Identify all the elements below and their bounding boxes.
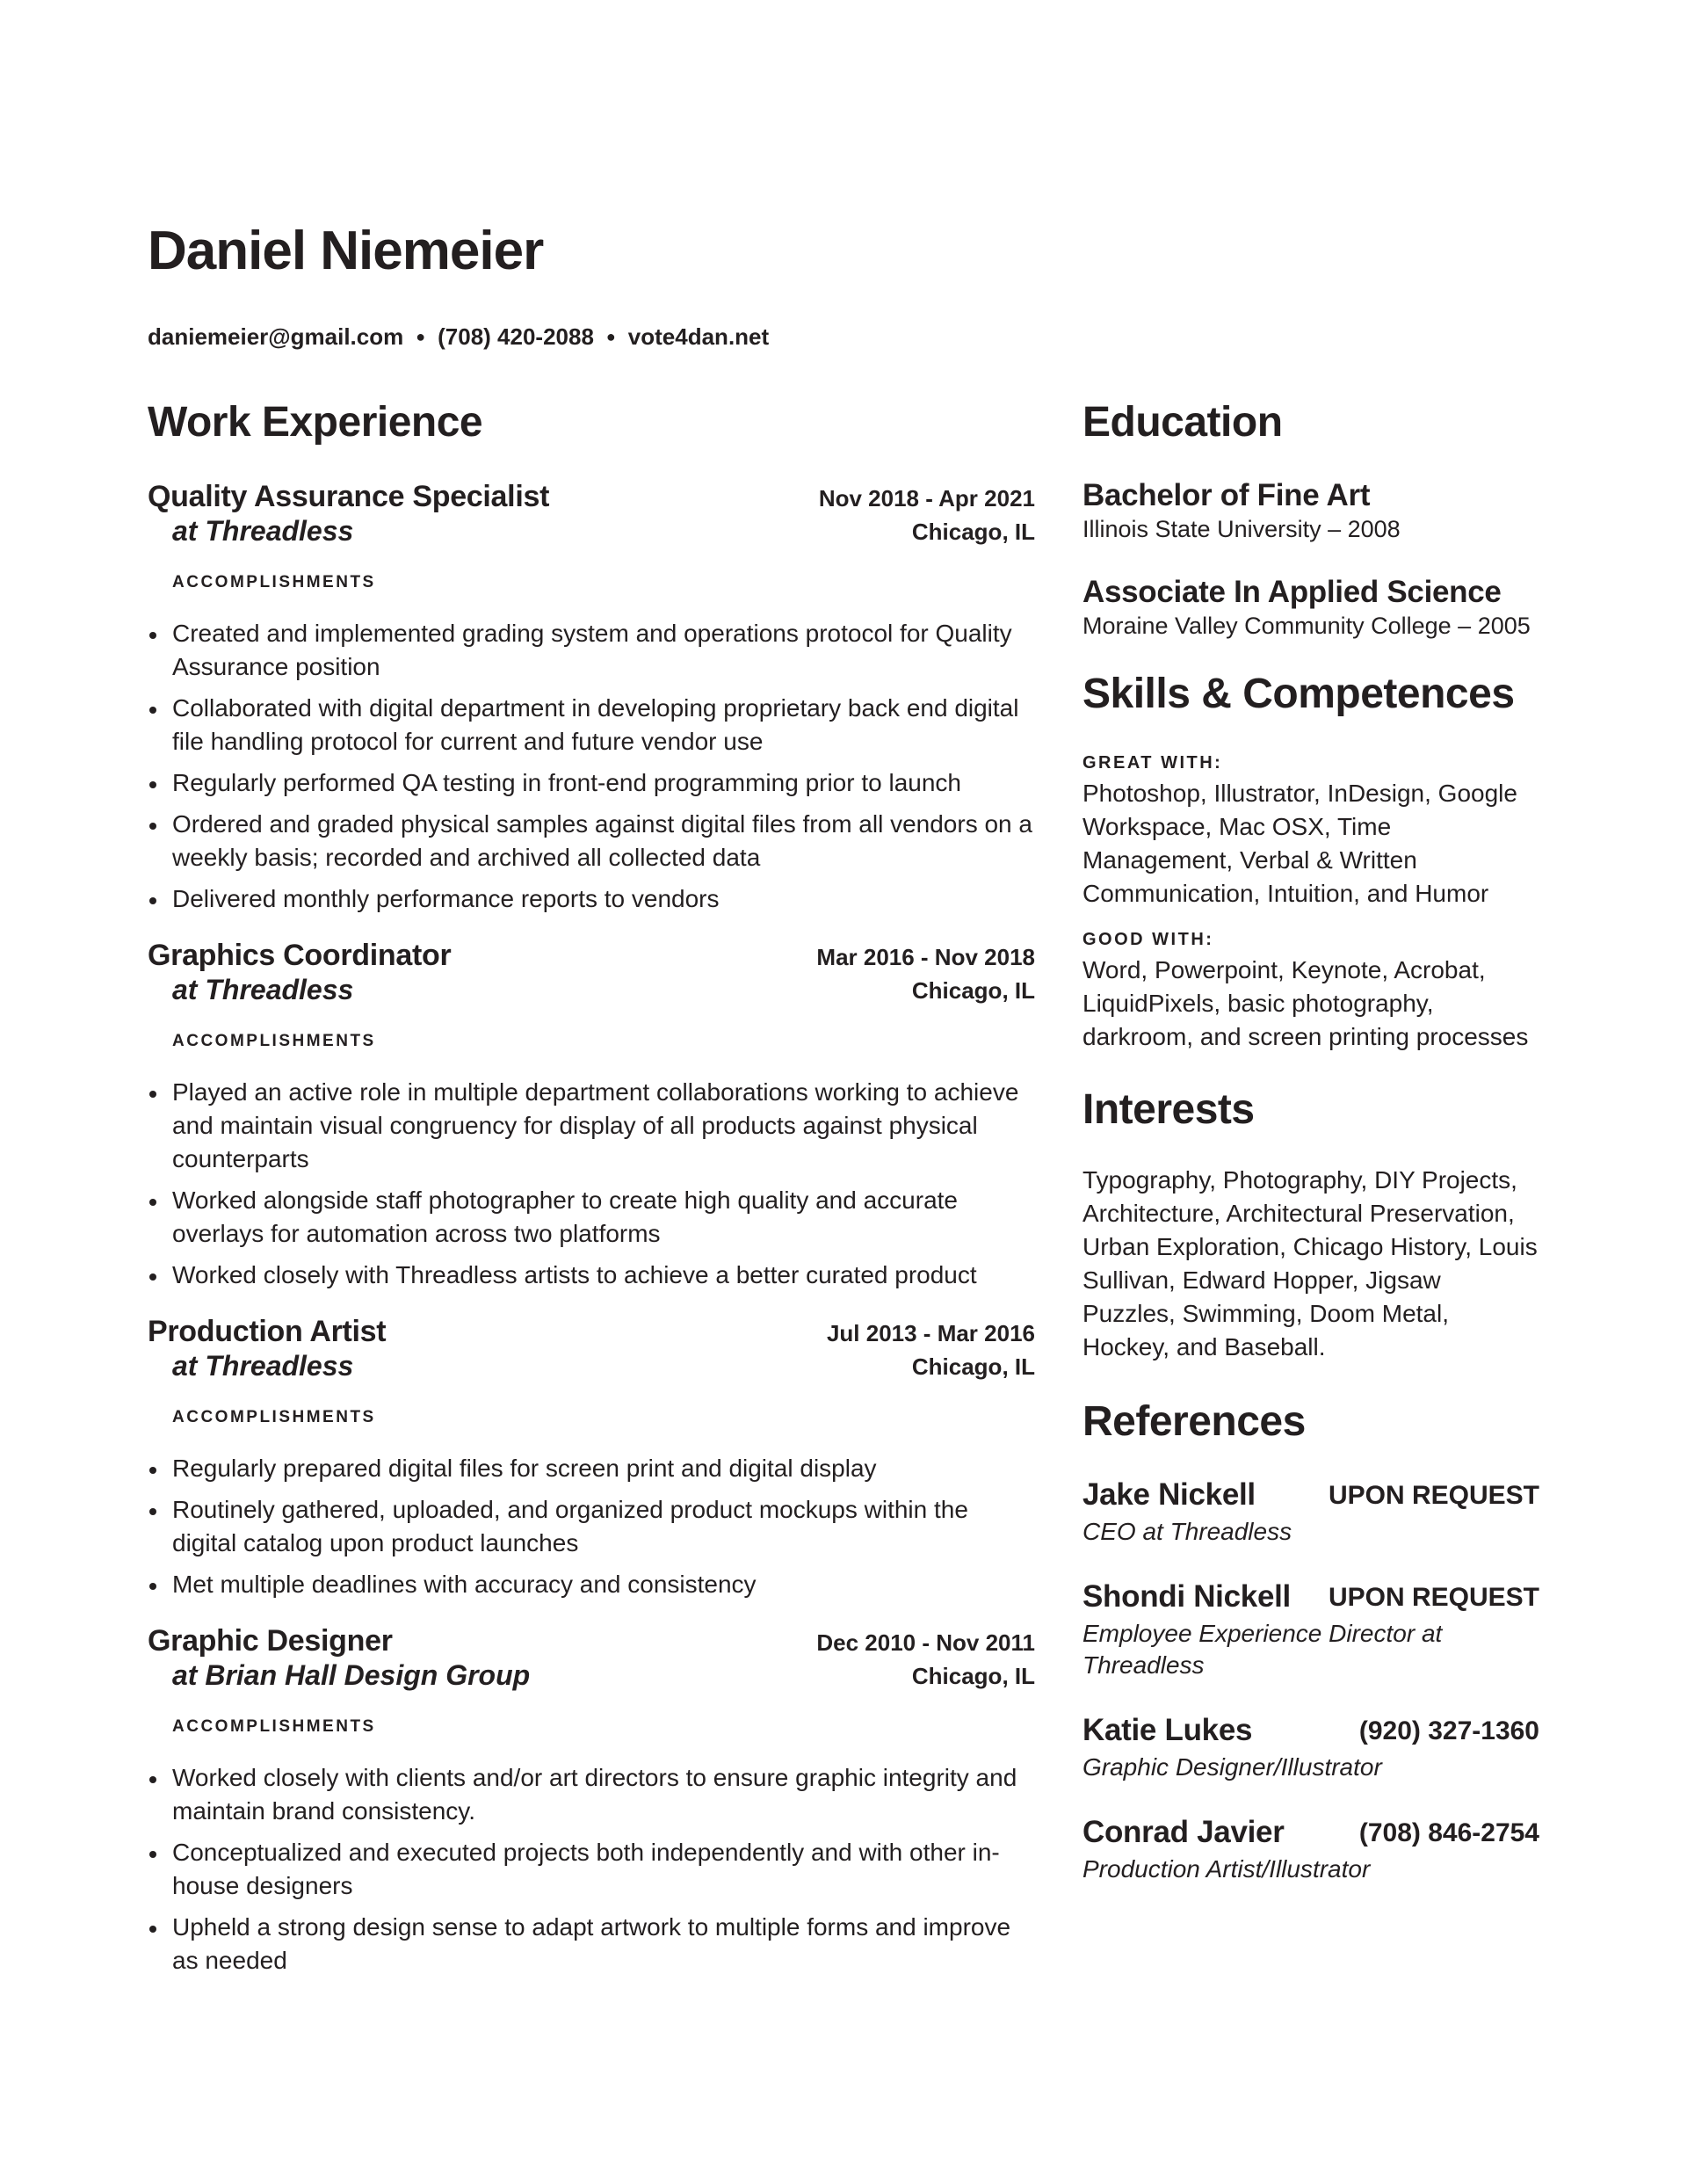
reference-name: Shondi Nickell — [1082, 1578, 1291, 1614]
job-location: Chicago, IL — [911, 1662, 1035, 1689]
reference-entry — [1082, 1815, 1539, 1885]
degree-title: Associate In Applied Science — [1082, 575, 1502, 610]
reference-role: CEO at Threadless — [1082, 1517, 1292, 1545]
accomplishments-label: ACCOMPLISHMENTS — [172, 572, 376, 591]
reference-role: Production Artist/Illustrator — [1082, 1854, 1371, 1883]
great-with-text: Photoshop, Illustrator, InDesign, Google Workspace, Mac OSX, Time Management, Verbal & Written Communication, Intuition, and Humor — [1082, 780, 1517, 908]
school-text: Moraine Valley Community College – 2005 — [1082, 613, 1531, 640]
job-entry — [148, 1624, 1035, 1977]
interests-text: Typography, Photography, DIY Projects, Architecture, Architectural Preservation, Urban Exploration, Chicago History, Louis Sullivan, Edward Hopper, Jigsaw Puzzles, Swimming, Doom Metal, Hockey, and Baseball. — [1082, 1165, 1538, 1360]
list-item: Regularly performed QA testing in front-end programming prior to launch — [148, 766, 1035, 800]
job-title: Production Artist — [148, 1314, 387, 1348]
job-dates: Dec 2010 - Nov 2011 — [816, 1629, 1035, 1656]
accomplishments-list — [148, 1761, 1035, 1977]
education-heading: Education — [1082, 399, 1283, 446]
good-with-text: Word, Powerpoint, Keynote, Acrobat, LiquidPixels, basic photography, darkroom, and screen printing processes — [1082, 956, 1529, 1051]
work-experience-column — [148, 400, 1035, 1985]
job-location: Chicago, IL — [911, 976, 1035, 1004]
list-item: Collaborated with digital department in developing proprietary back end digital file handling protocol for current and future vendor use — [148, 692, 1035, 758]
website-text: vote4dan.net — [627, 323, 770, 350]
list-item: Worked closely with clients and/or art directors to ensure graphic integrity and maintain brand consistency. — [148, 1761, 1035, 1828]
list-item: Routinely gathered, uploaded, and organized product mockups within the digital catalog upon product launches — [148, 1493, 1035, 1560]
bullet-separator: ● — [605, 328, 616, 345]
list-item: Worked alongside staff photographer to create high quality and accurate overlays for automation across two platforms — [148, 1184, 1035, 1251]
good-with-label: GOOD WITH: — [1082, 930, 1214, 950]
phone-text: (708) 420-2088 — [438, 323, 594, 350]
job-dates: Jul 2013 - Mar 2016 — [826, 1319, 1035, 1346]
accomplishments-label: ACCOMPLISHMENTS — [172, 1407, 376, 1426]
job-location: Chicago, IL — [911, 1353, 1035, 1380]
work-experience-heading: Work Experience — [148, 399, 483, 446]
reference-contact: UPON REQUEST — [1328, 1582, 1539, 1612]
reference-name: Jake Nickell — [1082, 1477, 1256, 1512]
reference-name: Katie Lukes — [1082, 1712, 1253, 1747]
school-text: Illinois State University – 2008 — [1082, 516, 1401, 543]
sidebar-column — [1082, 400, 1539, 1885]
accomplishments-list — [148, 617, 1035, 916]
job-company: at Threadless — [172, 973, 354, 1005]
reference-name: Conrad Javier — [1082, 1814, 1285, 1849]
accomplishments-list — [148, 1076, 1035, 1292]
job-title: Quality Assurance Specialist — [148, 479, 550, 513]
list-item: Played an active role in multiple department collaborations working to achieve and maintain visual congruency for display of all products against physical counterparts — [148, 1076, 1035, 1176]
resume-name: Daniel Niemeier — [148, 221, 544, 281]
list-item: Regularly prepared digital files for screen print and digital display — [148, 1452, 1035, 1485]
reference-contact: (920) 327-1360 — [1358, 1716, 1539, 1745]
reference-contact: (708) 846-2754 — [1358, 1818, 1539, 1847]
list-item: Met multiple deadlines with accuracy and consistency — [148, 1568, 1035, 1601]
job-location: Chicago, IL — [911, 518, 1035, 545]
accomplishments-list — [148, 1452, 1035, 1601]
list-item: Worked closely with Threadless artists to achieve a better curated product — [148, 1259, 1035, 1292]
job-title: Graphic Designer — [148, 1623, 393, 1658]
job-entry — [148, 1315, 1035, 1601]
job-dates: Nov 2018 - Apr 2021 — [818, 484, 1035, 512]
reference-role: Employee Experience Director at Threadless — [1082, 1619, 1443, 1679]
reference-role: Graphic Designer/Illustrator — [1082, 1752, 1382, 1781]
great-with-label: GREAT WITH: — [1082, 753, 1223, 773]
list-item: Delivered monthly performance reports to vendors — [148, 882, 1035, 916]
reference-contact: UPON REQUEST — [1328, 1480, 1539, 1510]
references-heading: References — [1082, 1397, 1306, 1445]
job-entry — [148, 480, 1035, 916]
skills-heading: Skills & Competences — [1082, 671, 1515, 718]
job-company: at Threadless — [172, 514, 354, 547]
list-item: Ordered and graded physical samples against digital files from all vendors on a weekly basis; recorded and archived all collected data — [148, 808, 1035, 874]
job-title: Graphics Coordinator — [148, 938, 452, 972]
reference-entry — [1082, 1713, 1539, 1783]
email-text: daniemeier@gmail.com — [148, 323, 404, 350]
interests-heading: Interests — [1082, 1086, 1255, 1134]
job-company: at Brian Hall Design Group — [172, 1658, 531, 1691]
education-entry — [1082, 478, 1539, 545]
degree-title: Bachelor of Fine Art — [1082, 477, 1371, 512]
reference-entry — [1082, 1477, 1539, 1548]
job-dates: Mar 2016 - Nov 2018 — [816, 943, 1035, 970]
list-item: Conceptualized and executed projects both independently and with other in-house designers — [148, 1836, 1035, 1903]
bullet-separator: ● — [416, 328, 426, 345]
contact-line — [148, 323, 769, 351]
reference-entry — [1082, 1579, 1539, 1681]
list-item: Created and implemented grading system and operations protocol for Quality Assurance position — [148, 617, 1035, 684]
accomplishments-label: ACCOMPLISHMENTS — [172, 1716, 376, 1736]
accomplishments-label: ACCOMPLISHMENTS — [172, 1031, 376, 1050]
list-item: Upheld a strong design sense to adapt artwork to multiple forms and improve as needed — [148, 1911, 1035, 1977]
job-entry — [148, 939, 1035, 1292]
education-entry — [1082, 575, 1539, 642]
job-company: at Threadless — [172, 1349, 354, 1382]
